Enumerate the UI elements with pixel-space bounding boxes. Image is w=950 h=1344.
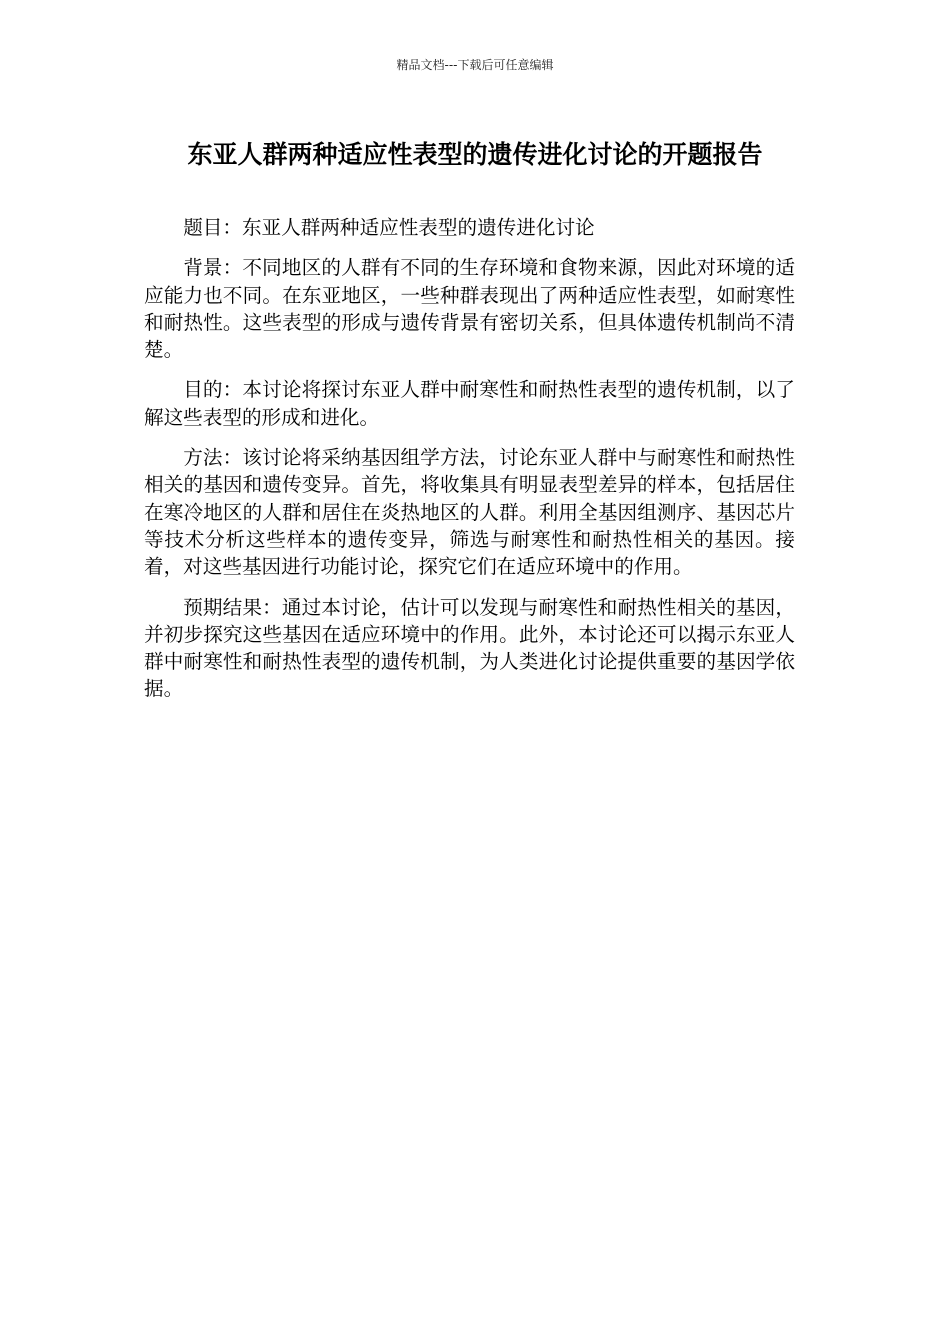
paragraph-purpose: 目的：本讨论将探讨东亚人群中耐寒性和耐热性表型的遗传机制，以了解这些表型的形成和进化。 <box>144 378 795 429</box>
document-title: 东亚人群两种适应性表型的遗传进化讨论的开题报告 <box>187 140 763 169</box>
paragraph-background: 背景：不同地区的人群有不同的生存环境和食物来源，因此对环境的适应能力也不同。在东亚地区，一些种群表现出了两种适应性表型，如耐寒性和耐热性。这些表型的形成与遗传背景有密切关系，但具体遗传机制尚不清楚。 <box>144 256 795 362</box>
paragraph-topic: 题目：东亚人群两种适应性表型的遗传进化讨论 <box>183 216 595 239</box>
paragraph-method: 方法：该讨论将采纳基因组学方法，讨论东亚人群中与耐寒性和耐热性相关的基因和遗传变异。首先，将收集具有明显表型差异的样本，包括居住在寒冷地区的人群和居住在炎热地区的人群。利用全基因组测序、基因芯片等技术分析这些样本的遗传变异，筛选与耐寒性和耐热性相关的基因。接着，对这些基因进行功能讨论，探究它们在适应环境中的作用。 <box>144 446 795 579</box>
paragraph-expected-results: 预期结果：通过本讨论，估计可以发现与耐寒性和耐热性相关的基因，并初步探究这些基因在适应环境中的作用。此外，本讨论还可以揭示东亚人群中耐寒性和耐热性表型的遗传机制，为人类进化讨论提供重要的基因学依据。 <box>144 595 795 701</box>
document-body <box>144 214 795 716</box>
header-note: 精品文档---下载后可任意编辑 <box>396 58 554 72</box>
